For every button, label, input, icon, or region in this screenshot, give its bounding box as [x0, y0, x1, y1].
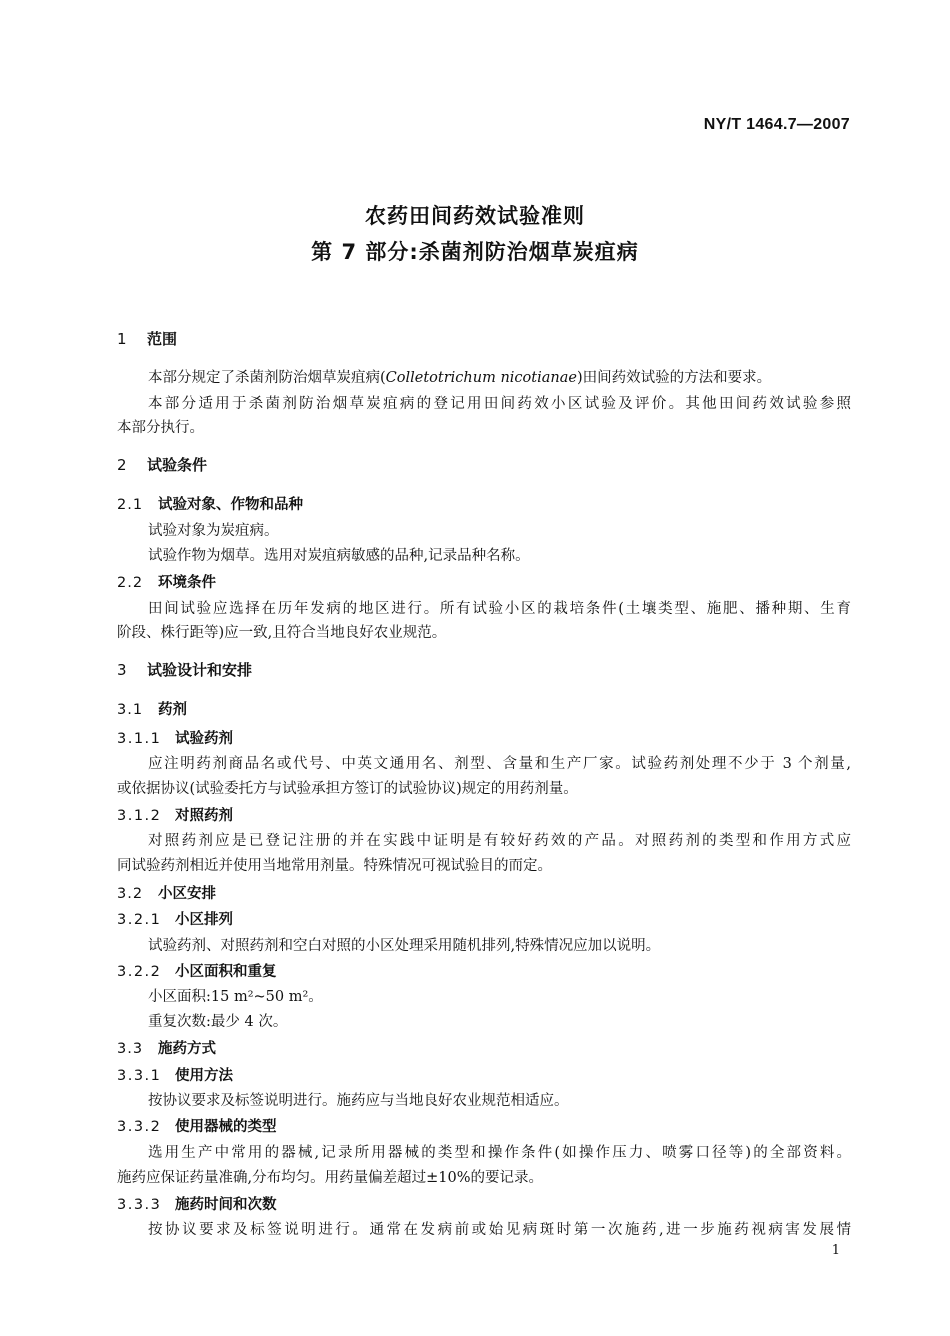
section-number: 3.2 [117, 886, 144, 902]
section-3-1-2-heading [117, 804, 233, 825]
section-2-heading [117, 454, 207, 475]
section-title: 药剂 [158, 702, 187, 718]
section-number: 2.2 [117, 575, 144, 591]
section-number: 3.1.2 [117, 808, 162, 824]
section-3-3-3-line-1: 按协议要求及标签说明进行。通常在发病前或始见病斑时第一次施药,进一步施药视病害发展情 [148, 1222, 851, 1238]
section-3-2-heading [117, 882, 216, 903]
section-3-heading [117, 659, 252, 680]
section-title: 环境条件 [158, 575, 216, 591]
section-3-2-1-line-1: 试验药剂、对照药剂和空白对照的小区处理采用随机排列,特殊情况应加以说明。 [148, 938, 661, 954]
section-number: 3.1.1 [117, 731, 162, 747]
latin-species-name: Colletotrichum nicotianae [385, 370, 577, 386]
section-number: 2 [117, 456, 127, 474]
section-title: 对照药剂 [175, 808, 233, 824]
section-3-3-2-line-1: 选用生产中常用的器械,记录所用器械的类型和操作条件(如操作压力、喷雾口径等)的全部资料。 [148, 1145, 851, 1161]
section-3-1-2-line-2: 同试验药剂相近并使用当地常用剂量。特殊情况可视试验目的而定。 [117, 858, 552, 874]
section-3-1-2-line-1: 对照药剂应是已登记注册的并在实践中证明是有较好药效的产品。对照药剂的类型和作用方式应 [148, 833, 851, 849]
section-3-2-2-line-1: 小区面积:15 m²~50 m²。 [148, 989, 323, 1005]
section-3-3-1-heading [117, 1064, 233, 1085]
section-3-1-1-line-1: 应注明药剂商品名或代号、中英文通用名、剂型、含量和生产厂家。试验药剂处理不少于 3 个剂量, [148, 756, 851, 772]
section-1-paragraph-2-line-1: 本部分适用于杀菌剂防治烟草炭疽病的登记用田间药效小区试验及评价。其他田间药效试验参照 [148, 396, 851, 412]
section-title: 小区排列 [175, 912, 233, 928]
document-title: 农药田间药效试验准则 [365, 204, 585, 228]
section-title: 试验条件 [147, 456, 208, 474]
section-2-1-heading [117, 493, 303, 514]
section-3-3-1-line-1: 按协议要求及标签说明进行。施药应与当地良好农业规范相适应。 [148, 1093, 569, 1109]
section-3-1-1-heading [117, 727, 233, 748]
section-title: 使用方法 [175, 1068, 233, 1084]
page-number: 1 [831, 1243, 840, 1258]
section-3-1-heading [117, 698, 187, 719]
section-1-heading [117, 328, 177, 349]
section-title: 小区面积和重复 [175, 964, 277, 980]
section-number: 3.3.2 [117, 1119, 162, 1135]
section-number: 3 [117, 661, 127, 679]
section-1-paragraph-1 [148, 366, 771, 387]
section-2-1-line-1: 试验对象为炭疽病。 [148, 523, 279, 539]
section-3-3-heading [117, 1037, 216, 1058]
section-3-2-1-heading [117, 908, 233, 929]
section-title: 小区安排 [158, 886, 216, 902]
text-run: 本部分规定了杀菌剂防治烟草炭疽病( [148, 370, 386, 386]
section-3-3-2-line-2: 施药应保证药量准确,分布均匀。用药量偏差超过±10%的要记录。 [117, 1170, 543, 1186]
text-run: )田间药效试验的方法和要求。 [576, 370, 772, 386]
section-number: 2.1 [117, 497, 144, 513]
section-title: 试验对象、作物和品种 [158, 497, 303, 513]
section-3-2-2-line-2: 重复次数:最少 4 次。 [148, 1014, 288, 1030]
section-title: 使用器械的类型 [175, 1119, 277, 1135]
section-3-1-1-line-2: 或依据协议(试验委托方与试验承担方签订的试验协议)规定的用药剂量。 [117, 781, 578, 797]
section-2-2-line-2: 阶段、株行距等)应一致,且符合当地良好农业规范。 [117, 625, 447, 641]
section-title: 施药时间和次数 [175, 1197, 277, 1213]
section-2-2-line-1: 田间试验应选择在历年发病的地区进行。所有试验小区的栽培条件(土壤类型、施肥、播种期、生育 [148, 601, 851, 617]
section-2-1-line-2: 试验作物为烟草。选用对炭疽病敏感的品种,记录品种名称。 [148, 548, 530, 564]
section-title: 施药方式 [158, 1041, 216, 1057]
section-2-2-heading [117, 571, 216, 592]
section-3-3-2-heading [117, 1115, 277, 1136]
section-3-3-3-heading [117, 1193, 277, 1214]
section-number: 3.3.3 [117, 1197, 162, 1213]
section-number: 3.2.2 [117, 964, 162, 980]
section-title: 试验药剂 [175, 731, 233, 747]
section-number: 3.3 [117, 1041, 144, 1057]
section-title: 试验设计和安排 [147, 661, 253, 679]
section-title: 范围 [147, 330, 178, 348]
section-1-paragraph-2-line-2: 本部分执行。 [117, 420, 204, 436]
standard-code: NY/T 1464.7—2007 [703, 116, 850, 133]
document-subtitle: 第 7 部分:杀菌剂防治烟草炭疽病 [311, 240, 639, 264]
section-number: 3.3.1 [117, 1068, 162, 1084]
section-number: 3.2.1 [117, 912, 162, 928]
section-3-2-2-heading [117, 960, 277, 981]
section-number: 1 [117, 330, 127, 348]
section-number: 3.1 [117, 702, 144, 718]
